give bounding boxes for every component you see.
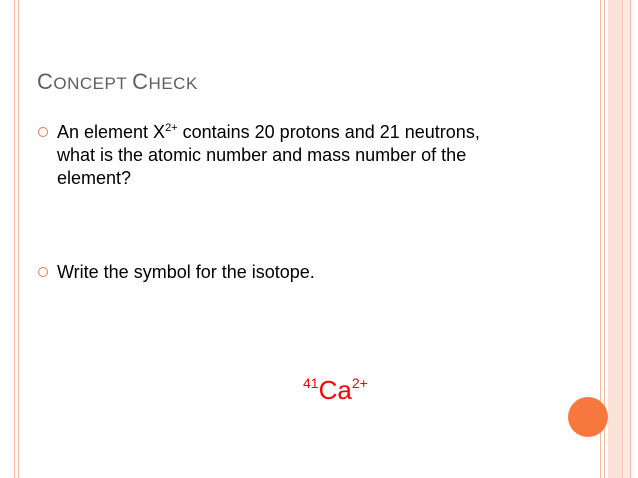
title-rest-2: HECK — [148, 74, 198, 93]
bullet-1-superscript: 2+ — [165, 122, 178, 134]
isotope-answer — [303, 374, 368, 406]
slide-title — [37, 68, 198, 98]
left-border-line-inner — [18, 0, 19, 478]
element-symbol: Ca — [318, 375, 352, 405]
title-rest-1: ONCEPT — [53, 74, 133, 93]
filled-circle-icon — [568, 397, 608, 437]
right-band-3 — [608, 0, 622, 478]
left-border-line-outer — [14, 0, 15, 478]
hollow-circle-bullet-icon — [38, 127, 48, 137]
right-band-6 — [630, 0, 631, 478]
bullet-1-pre: An element X — [57, 122, 166, 142]
title-cap-2: C — [132, 69, 149, 94]
bullet-text-2: Write the symbol for the isotope. — [57, 262, 315, 282]
hollow-circle-bullet-icon — [38, 267, 48, 277]
ion-charge: 2+ — [351, 375, 368, 391]
title-cap-1: C — [37, 69, 54, 94]
bullet-text-1 — [57, 121, 517, 190]
right-band-4 — [622, 0, 623, 478]
mass-number: 41 — [303, 375, 319, 391]
bullet-1-post: contains 20 protons and 21 neutrons, what is the atomic number and mass number of the element? — [57, 122, 480, 188]
